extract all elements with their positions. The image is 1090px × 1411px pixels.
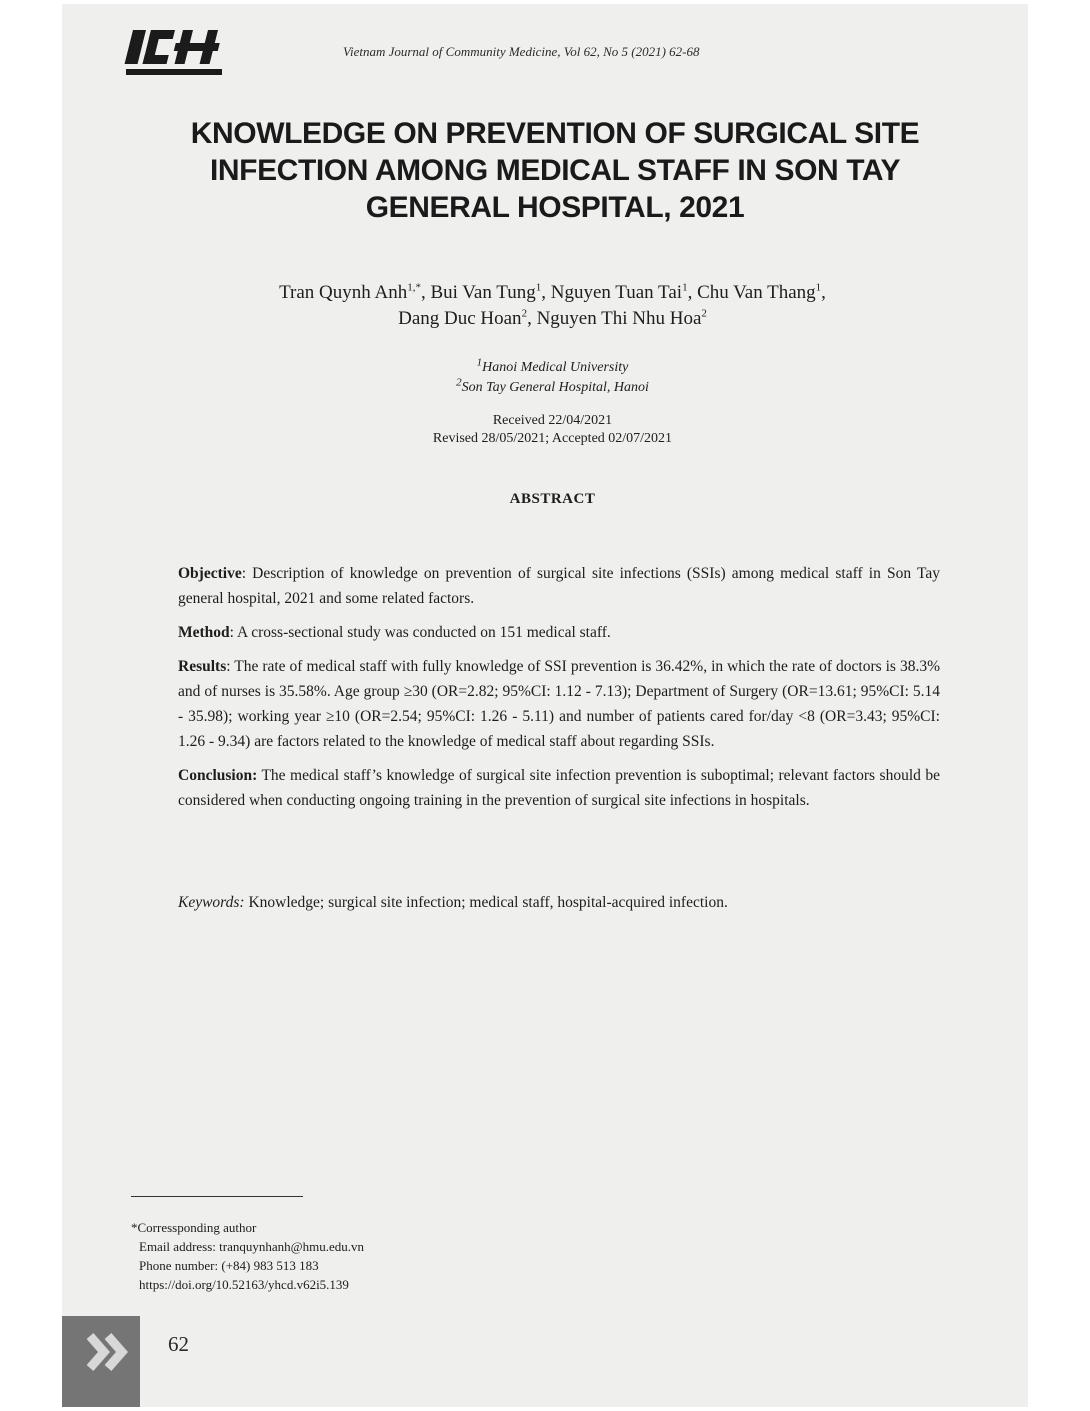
author-name: , Nguyen Tuan Tai [541,282,683,303]
conclusion-text: The medical staff’s knowledge of surgical site infection prevention is suboptimal; relevant factors should be considered when conducting ongoing training in the prevention of surgical site infections in hospitals. [178,767,940,809]
abstract-objective [178,561,940,611]
double-chevron-icon [86,1330,132,1374]
method-label: Method [178,624,230,641]
objective-text: : Description of knowledge on prevention of surgical site infections (SSIs) among medical staff in Son Tay general hospital, 2021 and some related factors. [178,565,940,607]
institute-logo [124,26,224,80]
doi-link[interactable]: https://doi.org/10.52163/yhcd.v62i5.139 [139,1277,349,1292]
author-affil-sup: 1 [535,281,542,294]
author-affil-sup: 1,* [407,281,421,294]
received-date: Received 22/04/2021 [492,413,613,428]
conclusion-label: Conclusion: [178,767,258,784]
keywords-text: Knowledge; surgical site infection; medical staff, hospital-acquired infection. [244,894,728,911]
author-name: , Chu Van Thang [687,282,816,303]
author-affil-sup: 2 [701,307,707,320]
title-line-2: INFECTION AMONG MEDICAL STAFF IN SON TAY [209,154,901,187]
author-line-1 [150,280,955,306]
footnote-divider [131,1196,303,1197]
author-line-2 [150,306,955,332]
page-number: 62 [168,1332,189,1356]
affiliation-name: Hanoi Medical University [482,360,629,375]
keywords [178,892,940,914]
abstract-method [178,620,940,645]
submission-dates [150,412,955,448]
corresponding-author-note: *Corressponding author [131,1220,257,1235]
revised-accepted-date: Revised 28/05/2021; Accepted 02/07/2021 [432,431,673,446]
abstract-conclusion [178,763,940,813]
objective-label: Objective [178,565,242,582]
results-label: Results [178,658,227,675]
author-affil-sup: 2 [521,307,528,320]
affiliation-1 [150,358,955,378]
author-list [150,280,955,332]
affiliation-sup: 2 [456,376,462,389]
author-name: , Bui Van Tung [420,282,536,303]
author-affil-sup: 1 [682,281,688,294]
method-text: : A cross-sectional study was conducted on 151 medical staff. [229,624,611,641]
email-address[interactable]: Email address: tranquynhanh@hmu.edu.vn [139,1239,364,1254]
author-affil-sup: 1 [815,281,822,294]
paper-title [140,115,970,226]
phone-number: Phone number: (+84) 983 513 183 [139,1258,319,1273]
affiliation-sup: 1 [476,356,483,369]
footnote [131,1218,364,1294]
results-text: : The rate of medical staff with fully knowledge of SSI prevention is 36.42%, in which the rate of doctors is 38.3% and of nurses is 35.58%. Age group ≥30 (OR=2.82; 95%CI: 1.12 - 7.13); Department of Surgery (OR=13.61; 95%CI: 5.14 - 35.98); working year ≥10 (OR=2.54; 95%CI: 1.26 - 5.11) and number of patients cared for/day <8 (OR=3.43; 95%CI: 1.26 - 9.34) are factors related to the knowledge of medical staff about regarding SSIs. [178,658,940,750]
title-line-1: KNOWLEDGE ON PREVENTION OF SURGICAL SITE [190,117,920,150]
affiliation-name: Son Tay General Hospital, Hanoi [461,380,649,395]
affiliation-2 [150,378,955,398]
keywords-label: Keywords: [178,894,245,911]
author-name: , Nguyen Thi Nhu Hoa [527,308,702,329]
author-name: Dang Duc Hoan [398,308,522,329]
author-name: Tran Quynh Anh [279,282,408,303]
journal-citation: Vietnam Journal of Community Medicine, Vol 62, No 5 (2021) 62-68 [343,44,700,59]
title-line-3: GENERAL HOSPITAL, 2021 [365,191,745,224]
abstract-body [178,561,940,822]
affiliations [150,358,955,398]
abstract-heading: ABSTRACT [509,491,596,507]
abstract-results [178,654,940,754]
author-separator: , [821,282,826,303]
